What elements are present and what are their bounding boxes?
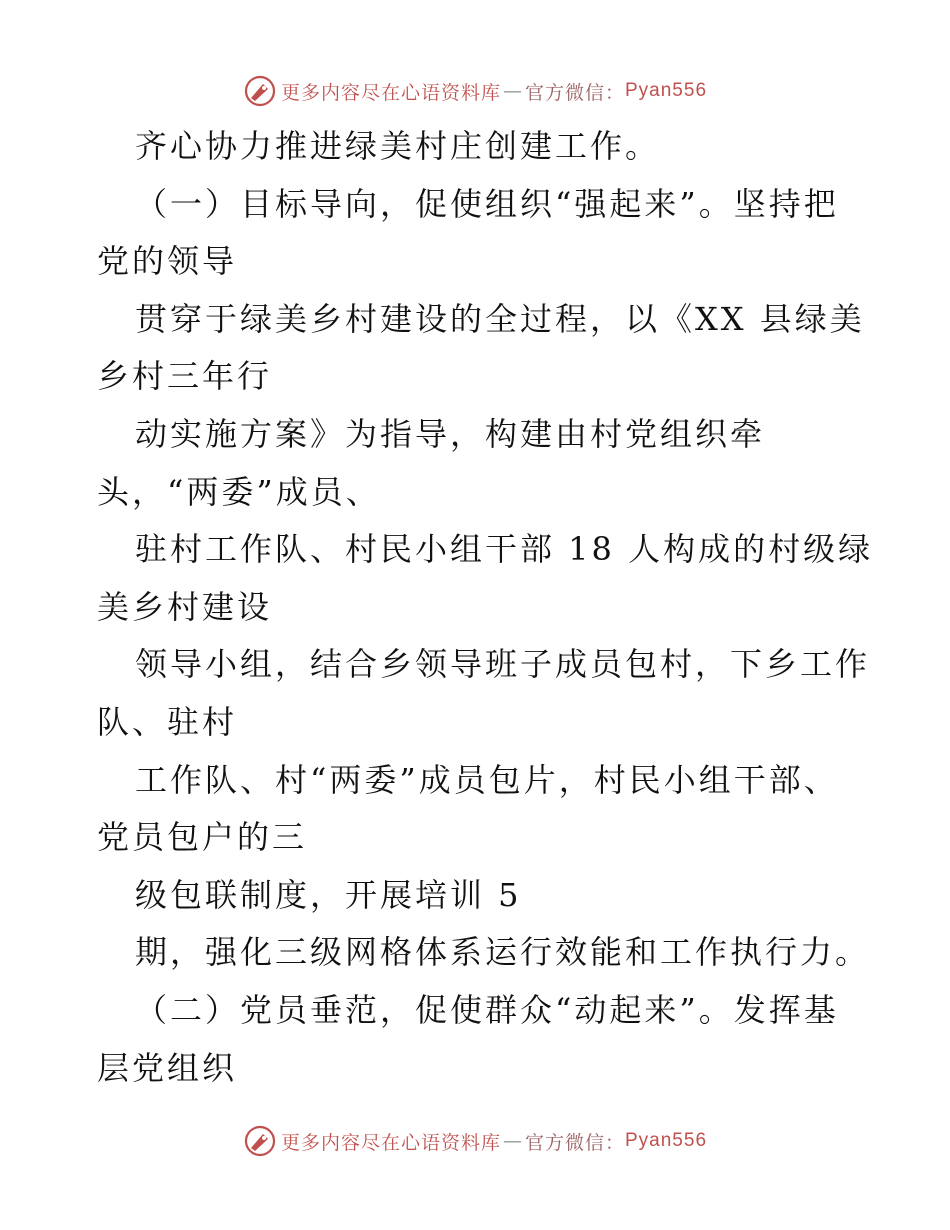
banner-site-text: 更多内容尽在心语资料库 [280, 1131, 501, 1154]
pen-nib-logo-icon [243, 1124, 277, 1158]
body-line: 美乡村建设 [97, 587, 273, 626]
banner-site-text: 更多内容尽在心语资料库 [280, 81, 501, 104]
document-body [97, 118, 874, 1097]
body-line: （一）目标导向，促使组织“强起来”。坚持把 [135, 184, 839, 223]
header-watermark-banner [0, 71, 950, 111]
body-line: 工作队、村“两委”成员包片，村民小组干部、 [135, 760, 839, 799]
banner-wechat-account: Pyan556 [625, 80, 708, 101]
banner-separator: — [502, 80, 523, 102]
body-line: 期，强化三级网格体系运行效能和工作执行力。 [135, 933, 871, 972]
body-line: 动实施方案》为指导，构建由村党组织牵 [135, 414, 766, 453]
pen-nib-logo-icon [243, 74, 277, 108]
body-line: 领导小组，结合乡领导班子成员包村，下乡工作 [135, 645, 871, 684]
body-line: 齐心协力推进绿美村庄创建工作。 [135, 127, 661, 165]
body-line: 队、驻村 [97, 702, 238, 741]
body-line: 级包联制度，开展培训 5 [135, 875, 522, 914]
body-line: 层党组织 [97, 1048, 238, 1087]
banner-separator: — [502, 1130, 523, 1152]
body-line: 头，“两委”成员、 [97, 472, 381, 511]
footer-watermark-banner [0, 1121, 950, 1161]
body-line: 党员包户的三 [97, 818, 308, 857]
body-line: 党的领导 [97, 242, 238, 281]
body-line: 贯穿于绿美乡村建设的全过程，以《XX 县绿美 [135, 299, 865, 338]
body-line: 驻村工作队、村民小组干部 18 人构成的村级绿 [135, 530, 874, 569]
body-line: （二）党员垂范，促使群众“动起来”。发挥基 [135, 990, 839, 1029]
banner-wechat-label: 官方微信： [524, 1131, 625, 1154]
body-line: 乡村三年行 [97, 357, 273, 396]
banner-wechat-account: Pyan556 [625, 1130, 708, 1151]
banner-wechat-label: 官方微信： [524, 81, 625, 104]
